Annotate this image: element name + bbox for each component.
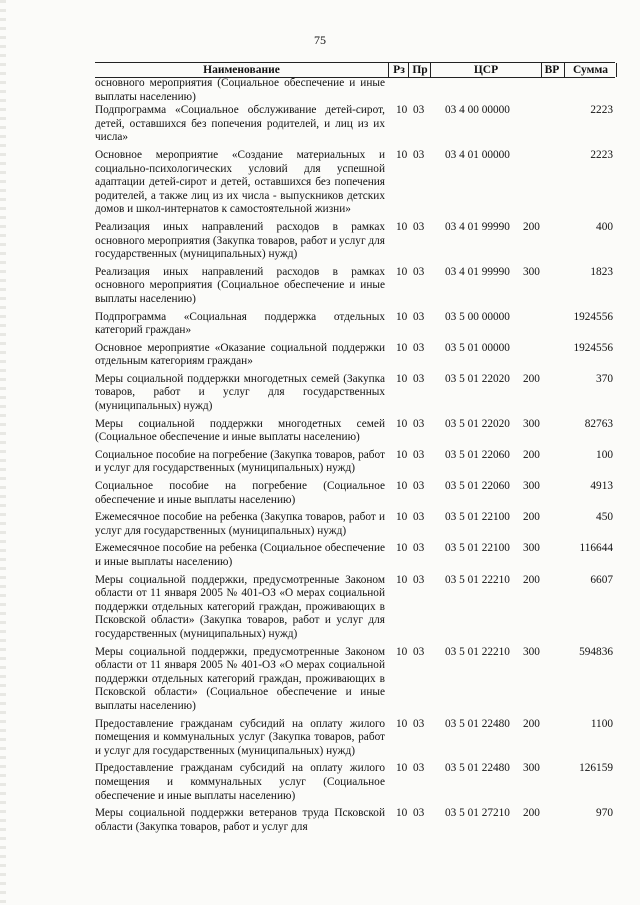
cell-vr: 200	[523, 372, 540, 385]
cell-sum: 370	[596, 372, 613, 385]
cell-sum: 400	[596, 220, 613, 233]
cell-csr: 03 5 01 27210	[445, 807, 510, 820]
table-header	[95, 62, 615, 78]
table-row	[95, 718, 615, 759]
table-row	[95, 762, 615, 803]
cell-pr: 03	[413, 807, 425, 820]
cell-rz: 10	[396, 511, 408, 524]
header-rz: Рз	[388, 63, 409, 77]
cell-rz: 10	[396, 645, 408, 658]
cell-sum: 126159	[579, 762, 613, 775]
cell-name: Меры социальной поддержки многодетных семей (Социальное обеспечение и иные выплаты населению)	[95, 417, 385, 444]
cell-csr: 03 4 01 99990	[445, 265, 510, 278]
cell-sum: 4913	[590, 480, 613, 493]
header-pr: Пр	[408, 63, 431, 77]
cell-name: Предоставление гражданам субсидий на оплату жилого помещения и коммунальных услуг (Социальное обеспечение и иные выплаты населению)	[95, 762, 385, 802]
cell-name: Основное мероприятие «Оказание социальной поддержки отдельным категориям граждан»	[95, 341, 385, 368]
cell-name: Социальное пособие на погребение (Социальное обеспечение и иные выплаты населению)	[95, 480, 385, 506]
cell-vr: 200	[523, 807, 540, 820]
cell-name: Ежемесячное пособие на ребенка (Социальное обеспечение и иные выплаты населению)	[95, 542, 385, 568]
cell-csr: 03 5 01 22060	[445, 480, 510, 493]
table-row	[95, 449, 615, 476]
cell-rz: 10	[396, 372, 408, 385]
cell-csr: 03 5 01 00000	[445, 341, 510, 354]
cell-csr: 03 5 00 00000	[445, 310, 510, 323]
cell-csr: 03 5 01 22100	[445, 511, 510, 524]
cell-sum: 6607	[590, 573, 613, 586]
cell-rz: 10	[396, 448, 408, 461]
cell-vr: 300	[523, 542, 540, 555]
cell-pr: 03	[413, 104, 425, 117]
cell-pr: 03	[413, 310, 425, 323]
table-row	[95, 221, 615, 262]
cell-sum: 1924556	[573, 341, 613, 354]
cell-csr: 03 4 00 00000	[445, 104, 510, 117]
table-row	[95, 574, 615, 642]
cell-pr: 03	[413, 148, 425, 161]
cell-rz: 10	[396, 762, 408, 775]
cell-rz: 10	[396, 310, 408, 323]
cell-vr: 300	[523, 480, 540, 493]
table-row	[95, 807, 615, 834]
cell-sum: 1924556	[573, 310, 613, 323]
cell-rz: 10	[396, 148, 408, 161]
table-row	[95, 542, 615, 569]
cell-rz: 10	[396, 480, 408, 493]
cell-pr: 03	[413, 717, 425, 730]
header-csr: ЦСР	[430, 63, 542, 77]
cell-name: Подпрограмма «Социальное обслуживание детей-сирот, детей, оставшихся без попечения родителей, и лиц из их числа»	[95, 104, 385, 144]
cell-name: Основное мероприятие «Создание материальных и социально-психологических условий для успешной адаптации детей-сирот и детей, оставшихся без попечения родителей, а также лиц из их числа - выпускников детских домов и школ-интернатов к самостоятельной жизни»	[95, 148, 385, 216]
cell-pr: 03	[413, 372, 425, 385]
cell-vr: 200	[523, 448, 540, 461]
cell-pr: 03	[413, 341, 425, 354]
page-number: 75	[314, 33, 326, 47]
cell-vr: 300	[523, 417, 540, 430]
cell-pr: 03	[413, 511, 425, 524]
cell-rz: 10	[396, 104, 408, 117]
cell-name: Меры социальной поддержки многодетных семей (Закупка товаров, работ и услуг для государственных (муниципальных) нужд)	[95, 372, 385, 413]
cell-rz: 10	[396, 341, 408, 354]
cell-csr: 03 5 01 22210	[445, 573, 510, 586]
cell-sum: 970	[596, 807, 613, 820]
header-vr: ВР	[544, 64, 560, 76]
cell-pr: 03	[413, 448, 425, 461]
cell-pr: 03	[413, 220, 425, 233]
table-row	[95, 511, 615, 538]
cell-csr: 03 4 01 00000	[445, 148, 510, 161]
cell-pr: 03	[413, 573, 425, 586]
cell-name: Реализация иных направлений расходов в рамках основного мероприятия (Закупка товаров, работ и услуг для государственных (муниципальных) нужд)	[95, 220, 385, 261]
cell-sum: 82763	[584, 417, 613, 430]
cell-name: Меры социальной поддержки, предусмотренные Законом области от 11 января 2005 № 401-ОЗ «О мерах социальной поддержки отдельных категорий граждан, проживающих в Псковской области» (Социальное обеспечение и иные выплаты населению)	[95, 645, 385, 712]
table-row	[95, 104, 615, 145]
cell-vr: 200	[523, 573, 540, 586]
cell-pr: 03	[413, 265, 425, 278]
cell-sum: 100	[596, 448, 613, 461]
cell-rz: 10	[396, 717, 408, 730]
cell-sum: 450	[596, 511, 613, 524]
cell-name: Подпрограмма «Социальная поддержка отдельных категорий граждан»	[95, 310, 385, 337]
cell-rz: 10	[396, 220, 408, 233]
table-row	[95, 149, 615, 217]
cell-name: Меры социальной поддержки ветеранов труда Псковской области (Закупка товаров, работ и услуг для	[95, 807, 385, 833]
cell-csr: 03 4 01 99990	[445, 220, 510, 233]
cell-pr: 03	[413, 417, 425, 430]
cell-pr: 03	[413, 480, 425, 493]
table-row	[95, 342, 615, 369]
cell-pr: 03	[413, 542, 425, 555]
cell-rz: 10	[396, 417, 408, 430]
cell-sum: 2223	[590, 104, 613, 117]
header-name: Наименование	[203, 64, 280, 76]
cell-csr: 03 5 01 22480	[445, 762, 510, 775]
cell-name: Предоставление гражданам субсидий на оплату жилого помещения и коммунальных услуг (Закупка товаров, работ и услуг для государственных (муниципальных) нужд)	[95, 717, 385, 757]
table-row	[95, 480, 615, 507]
cell-vr: 300	[523, 762, 540, 775]
cell-pr: 03	[413, 762, 425, 775]
cell-name: Меры социальной поддержки, предусмотренные Законом области от 11 января 2005 № 401-ОЗ «О мерах социальной поддержки отдельных категорий граждан, проживающих в Псковской области» (Закупка товаров, работ и услуг для государственных (муниципальных) нужд)	[95, 573, 385, 640]
budget-table-body	[95, 77, 615, 834]
cell-sum: 594836	[579, 645, 613, 658]
cell-rz: 10	[396, 542, 408, 555]
cell-vr: 300	[523, 645, 540, 658]
cell-sum: 1100	[590, 717, 613, 730]
cell-csr: 03 5 01 22020	[445, 372, 510, 385]
cell-rz: 10	[396, 265, 408, 278]
table-row	[95, 418, 615, 445]
cell-rz: 10	[396, 573, 408, 586]
table-row	[95, 646, 615, 714]
table-row	[95, 373, 615, 414]
scan-edge	[0, 0, 6, 905]
table-row	[95, 311, 615, 338]
cell-vr: 200	[523, 717, 540, 730]
cell-name: Социальное пособие на погребение (Закупка товаров, работ и услуг для государственных (муниципальных) нужд)	[95, 448, 385, 475]
cell-csr: 03 5 01 22100	[445, 542, 510, 555]
header-sum: Сумма	[564, 63, 617, 77]
cell-rz: 10	[396, 807, 408, 820]
table-row	[95, 77, 615, 104]
cell-name: основного мероприятия (Социальное обеспечение и иные выплаты населению)	[95, 77, 385, 103]
cell-csr: 03 5 01 22020	[445, 417, 510, 430]
cell-csr: 03 5 01 22480	[445, 717, 510, 730]
cell-sum: 116644	[579, 542, 613, 555]
cell-csr: 03 5 01 22210	[445, 645, 510, 658]
cell-name: Ежемесячное пособие на ребенка (Закупка товаров, работ и услуг для государственных (муниципальных) нужд)	[95, 511, 385, 537]
cell-vr: 200	[523, 220, 540, 233]
cell-csr: 03 5 01 22060	[445, 448, 510, 461]
cell-vr: 300	[523, 265, 540, 278]
cell-sum: 2223	[590, 148, 613, 161]
cell-name: Реализация иных направлений расходов в рамках основного мероприятия (Социальное обеспечение и иные выплаты населению)	[95, 265, 385, 305]
cell-pr: 03	[413, 645, 425, 658]
table-row	[95, 266, 615, 307]
cell-vr: 200	[523, 511, 540, 524]
cell-sum: 1823	[590, 265, 613, 278]
